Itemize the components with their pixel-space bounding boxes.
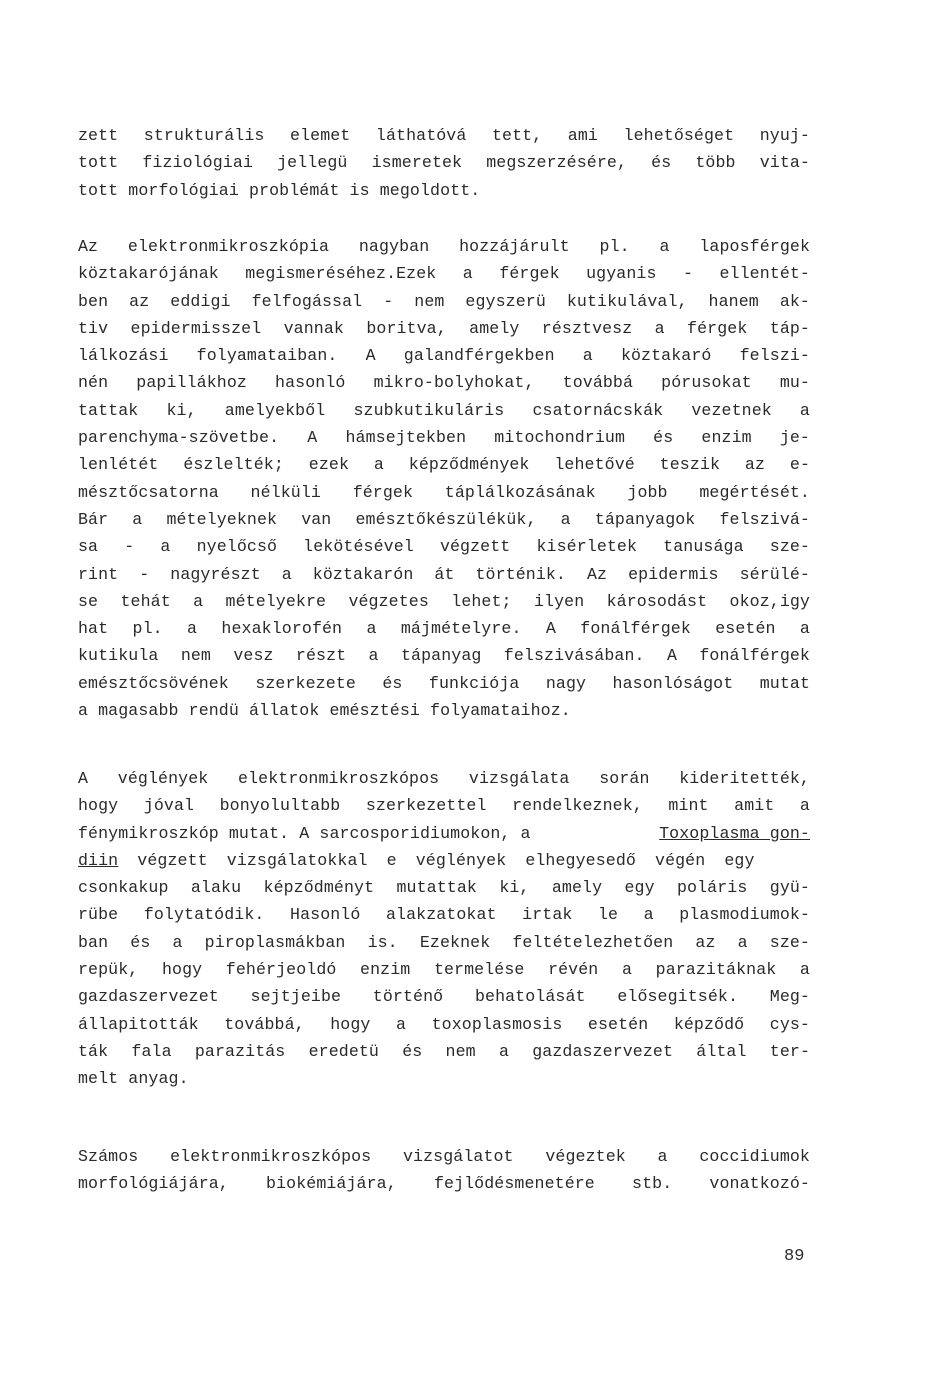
text-line: mésztőcsatorna nélküli férgek táplálkozásának jobb megértését. (78, 482, 810, 502)
text-line: tott fiziológiai jellegü ismeretek megszerzésére, és több vita- (78, 153, 810, 173)
text-line: Számos elektronmikroszkópos vizsgálatot végeztek a coccidiumok (78, 1147, 810, 1166)
text-line: rübe folytatódik. Hasonló alakzatokat irtak le a plasmodiumok- (78, 905, 810, 925)
text-line: tott morfológiai problémát is megoldott. (78, 180, 481, 200)
paragraph-4 (78, 1143, 810, 1198)
text-line: parenchyma-szövetbe. A hámsejtekben mitochondrium és enzim je- (78, 428, 810, 448)
underlined-species-name: Toxoplasma gon- (659, 823, 810, 843)
text-line: se tehát a mételyekre végzetes lehet; ilyen károsodást okoz,igy (78, 591, 810, 611)
text-line: emésztőcsövének szerkezete és funkciója nagy hasonlóságot mutat (78, 673, 810, 693)
text-line: melt anyag. (78, 1069, 189, 1089)
text-line: állapitották továbbá, hogy a toxoplasmosis esetén képződő cys- (78, 1014, 810, 1034)
text-segment: végzett vizsgálatokkal e véglények elhegyesedő végén egy (118, 850, 755, 870)
page-number: 89 (784, 1247, 805, 1266)
text-line: ben az eddigi felfogással - nem egyszerü kutikulával, hanem ak- (78, 291, 810, 311)
text-line (78, 820, 810, 847)
text-line: lenlétét észlelték; ezek a képződmények lehetővé teszik az e- (78, 455, 810, 475)
text-line: tiv epidermisszel vannak boritva, amely résztvesz a férgek táp- (78, 318, 810, 338)
text-line: Bár a mételyeknek van emésztőkészülékük, a tápanyagok felszivá- (78, 509, 810, 529)
text-line: ban és a piroplasmákban is. Ezeknek feltételezhetően az a sze- (78, 932, 810, 952)
text-line: hogy jóval bonyolultabb szerkezettel rendelkeznek, mint amit a (78, 796, 810, 816)
text-line: lálkozási folyamataiban. A galandférgekben a köztakaró felszi- (78, 346, 810, 366)
text-line: hat pl. a hexaklorofén a májmételyre. A fonálférgek esetén a (78, 619, 810, 639)
text-line: a magasabb rendü állatok emésztési folyamataihoz. (78, 701, 571, 721)
text-line: rint - nagyrészt a köztakarón át történik. Az epidermis sérülé- (78, 564, 810, 584)
text-line: sa - a nyelőcső lekötésével végzett kisérletek tanusága sze- (78, 537, 810, 557)
text-line (78, 847, 810, 874)
text-line: csonkakup alaku képződményt mutattak ki, amely egy poláris gyü- (78, 878, 810, 898)
text-line: tattak ki, amelyekből szubkutikuláris csatornácskák vezetnek a (78, 400, 810, 420)
paragraph-3 (78, 765, 810, 1093)
text-line: morfológiájára, biokémiájára, fejlődésmenetére stb. vonatkozó- (78, 1174, 810, 1194)
text-line: zett strukturális elemet láthatóvá tett, ami lehetőséget nyuj- (78, 126, 810, 145)
text-line: köztakarójának megismeréséhez.Ezek a férgek ugyanis - ellentét- (78, 264, 810, 284)
underlined-species-name-cont: diin (78, 850, 119, 870)
text-line: kutikula nem vesz részt a tápanyag felszivásában. A fonálférgek (78, 646, 810, 666)
text-line: A véglények elektronmikroszkópos vizsgálata során kideritették, (78, 769, 810, 788)
text-line: repük, hogy fehérjeoldó enzim termelése révén a parazitáknak a (78, 960, 810, 980)
paragraph-1 (78, 122, 810, 204)
paragraph-2 (78, 233, 810, 724)
text-line: nén papillákhoz hasonló mikro-bolyhokat, továbbá pórusokat mu- (78, 373, 810, 393)
text-line: gazdaszervezet sejtjeibe történő behatolását elősegitsék. Meg- (78, 987, 810, 1007)
text-line: Az elektronmikroszkópia nagyban hozzájárult pl. a laposférgek (78, 237, 810, 256)
text-segment: fénymikroszkóp mutat. A sarcosporidiumokon, a (78, 823, 531, 843)
text-line: ták fala parazitás eredetü és nem a gazdaszervezet által ter- (78, 1041, 810, 1061)
